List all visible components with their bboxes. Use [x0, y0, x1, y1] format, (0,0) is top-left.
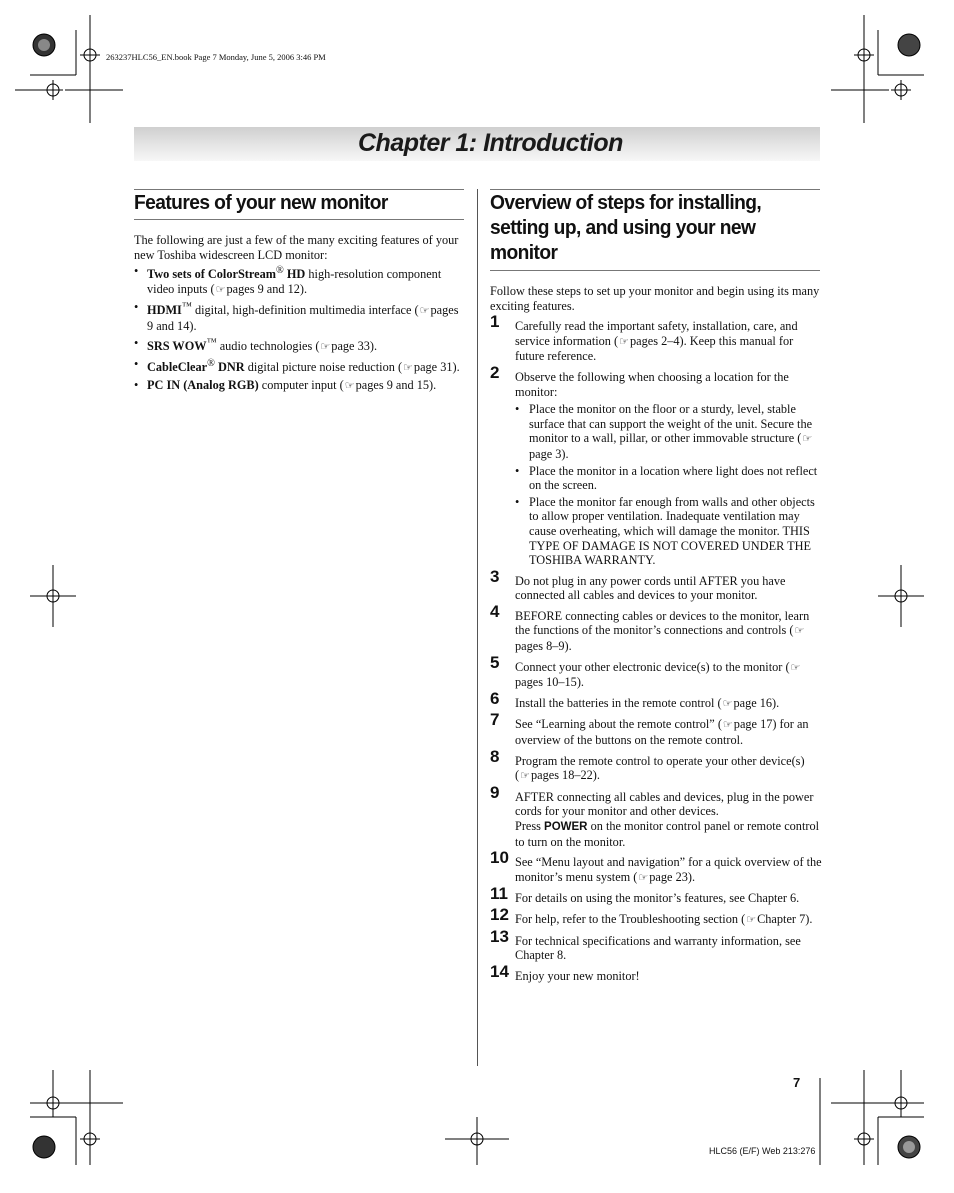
step-page-ref: Chapter 7).: [757, 911, 813, 926]
feature-name-suffix: HD: [283, 267, 306, 282]
steps-list: [490, 312, 822, 983]
feature-name-suffix: DNR: [214, 360, 245, 375]
feature-description: high-resolution component video inputs (: [147, 267, 442, 296]
feature-item: [134, 378, 466, 394]
step-text: For help, refer to the Troubleshooting section (: [515, 911, 746, 926]
trademark-symbol: ®: [207, 357, 215, 369]
step-text: AFTER connecting all cables and devices, plug in the power cords for your monitor and other devices.: [515, 789, 814, 819]
step-item: [490, 848, 822, 885]
step-number: 13: [490, 926, 509, 946]
step-number: 8: [490, 746, 500, 766]
step-text: For technical specifications and warranty information, see Chapter 8.: [515, 933, 801, 963]
step-page-ref: pages 8–9).: [515, 639, 572, 654]
step-number: 3: [490, 566, 500, 586]
step-text: Program the remote control to operate your other device(s) (: [515, 753, 805, 783]
step-number: 5: [490, 652, 500, 672]
pointing-hand-icon: ☞: [638, 871, 649, 884]
book-info-header: 263237HLC56_EN.book Page 7 Monday, June 5, 2006 3:46 PM: [106, 52, 326, 62]
feature-item: [134, 264, 466, 297]
pointing-hand-icon: ☞: [802, 433, 813, 446]
step2-bullets: [515, 402, 822, 568]
step-item: [490, 782, 822, 849]
step-text: Observe the following when choosing a location for the monitor:: [515, 369, 789, 399]
step-item: [490, 904, 822, 928]
power-pre: Press: [515, 819, 545, 833]
step-number: 9: [490, 782, 500, 802]
location-bullet: [515, 495, 822, 568]
pointing-hand-icon: ☞: [403, 362, 413, 375]
location-bullet: [515, 464, 822, 493]
trademark-symbol: ®: [275, 265, 284, 277]
overview-heading-line: monitor: [490, 242, 558, 264]
pointing-hand-icon: ☞: [619, 335, 629, 348]
overview-intro: Follow these steps to set up your monitor and begin using its many exciting features.: [490, 284, 820, 313]
step-item: [490, 884, 822, 906]
overview-column: [490, 284, 822, 989]
right-heading-bottom-rule: [490, 270, 820, 271]
right-heading-top-rule: [490, 189, 820, 190]
left-heading-bottom-rule: [134, 219, 464, 220]
step-number: 2: [490, 362, 500, 382]
step-page-ref: pages 10–15).: [515, 675, 584, 690]
feature-name: HDMI: [147, 303, 182, 318]
power-post: on the monitor control panel or remote control to turn on the monitor.: [515, 819, 820, 849]
step-page-ref: page 17) for an overview of the buttons on the remote control.: [515, 717, 809, 748]
location-bullet: [515, 402, 822, 461]
step-item: [490, 566, 822, 603]
step-page-ref: page 23).: [649, 869, 696, 884]
chapter-banner: [134, 127, 820, 161]
trademark-symbol: ™: [181, 300, 192, 312]
step-page-ref: page 16).: [733, 695, 780, 710]
step-number: 4: [490, 601, 500, 621]
step-text: Connect your other electronic device(s) to the monitor (: [515, 659, 790, 674]
step-text: For details on using the monitor’s features, see Chapter 6.: [515, 891, 800, 906]
step-text: See “Learning about the remote control” (: [515, 717, 722, 732]
step-number: 10: [490, 848, 509, 868]
feature-description: digital, high-definition multimedia interface (: [191, 303, 419, 318]
step-number: 12: [490, 904, 509, 924]
step-text: Carefully read the important safety, installation, care, and service information (: [515, 319, 798, 348]
pointing-hand-icon: ☞: [344, 380, 355, 393]
bullet-page-ref: page 3).: [529, 446, 569, 461]
bullet-text: Place the monitor far enough from walls and other objects to allow proper ventilation. Inadequate ventilation may cause overheating, which will damage the monitor. THIS TYPE OF DAMAGE IS NOT COVERED UNDER THE TOSHIBA WARRANTY.: [529, 494, 815, 568]
pointing-hand-icon: ☞: [722, 719, 733, 732]
features-list: [134, 264, 466, 394]
chapter-title: Chapter 1: Introduction: [358, 129, 623, 157]
overview-heading: [490, 191, 761, 266]
feature-page-ref: pages 9 and 14).: [147, 303, 459, 333]
feature-description: digital picture noise reduction (: [244, 360, 403, 375]
pointing-hand-icon: ☞: [419, 305, 430, 318]
pointing-hand-icon: ☞: [790, 661, 801, 674]
feature-item: [134, 357, 466, 376]
step-number: 7: [490, 710, 500, 730]
step-item: [490, 710, 822, 748]
pointing-hand-icon: ☞: [520, 770, 530, 783]
features-intro: The following are just a few of the many exciting features of your new Toshiba widescreen LCD monitor:: [134, 233, 459, 262]
step-page-ref: pages 18–22).: [530, 768, 600, 783]
feature-page-ref: page 33).: [331, 338, 378, 353]
pointing-hand-icon: ☞: [746, 913, 757, 926]
feature-name: CableClear: [147, 360, 208, 375]
feature-description: computer input (: [258, 378, 344, 393]
pointing-hand-icon: ☞: [794, 625, 805, 638]
power-key: POWER: [544, 821, 588, 833]
step-item: [490, 362, 822, 568]
feature-page-ref: page 31).: [413, 360, 460, 375]
bullet-text: Place the monitor on the floor or a sturdy, level, stable surface that can support the weight of the unit. Secure the monitor to a wall, pillar, or other immovable structure (: [529, 402, 813, 446]
feature-item: [134, 336, 466, 355]
step-text: BEFORE connecting cables or devices to the monitor, learn the functions of the monitor’s connections and controls (: [515, 608, 810, 638]
step-number: 6: [490, 688, 500, 708]
step-item: [490, 312, 822, 364]
bullet-text: Place the monitor in a location where light does not reflect on the screen.: [529, 463, 818, 493]
overview-heading-line: setting up, and using your new: [490, 217, 756, 239]
step-number: 11: [490, 884, 508, 904]
step-text: Do not plug in any power cords until AFTER you have connected all cables and devices to your monitor.: [515, 573, 786, 603]
pointing-hand-icon: ☞: [722, 697, 733, 710]
left-heading-top-rule: [134, 189, 464, 190]
step-item: [490, 601, 822, 654]
feature-page-ref: pages 9 and 15).: [355, 378, 437, 393]
footer-code: HLC56 (E/F) Web 213:276: [709, 1146, 816, 1156]
feature-item: [134, 300, 466, 333]
step-text: See “Menu layout and navigation” for a quick overview of the monitor’s menu system (: [515, 855, 822, 884]
trademark-symbol: ™: [206, 336, 217, 348]
step-item: [490, 961, 822, 984]
feature-name: SRS WOW: [147, 338, 207, 353]
feature-name: PC IN (Analog RGB): [147, 378, 259, 393]
step-number: 1: [490, 312, 500, 332]
features-heading: Features of your new monitor: [134, 192, 388, 214]
step9-power-instruction: [515, 819, 822, 849]
feature-name: Two sets of ColorStream: [147, 267, 276, 282]
step-text: Install the batteries in the remote control (: [515, 695, 722, 710]
pointing-hand-icon: ☞: [215, 283, 226, 296]
step-page-ref: pages 2–4). Keep this manual for future reference.: [515, 333, 794, 364]
step-item: [490, 746, 822, 784]
step-item: [490, 688, 822, 712]
pointing-hand-icon: ☞: [320, 340, 331, 353]
step-item: [490, 926, 822, 963]
feature-description: audio technologies (: [216, 338, 320, 353]
page-number: 7: [793, 1075, 801, 1090]
column-divider: [477, 189, 478, 1066]
overview-heading-line: Overview of steps for installing,: [490, 192, 762, 214]
step-text: Enjoy your new monitor!: [515, 968, 640, 983]
step-item: [490, 652, 822, 690]
feature-page-ref: pages 9 and 12).: [226, 281, 308, 296]
step-number: 14: [490, 961, 509, 981]
features-column: [134, 233, 466, 396]
